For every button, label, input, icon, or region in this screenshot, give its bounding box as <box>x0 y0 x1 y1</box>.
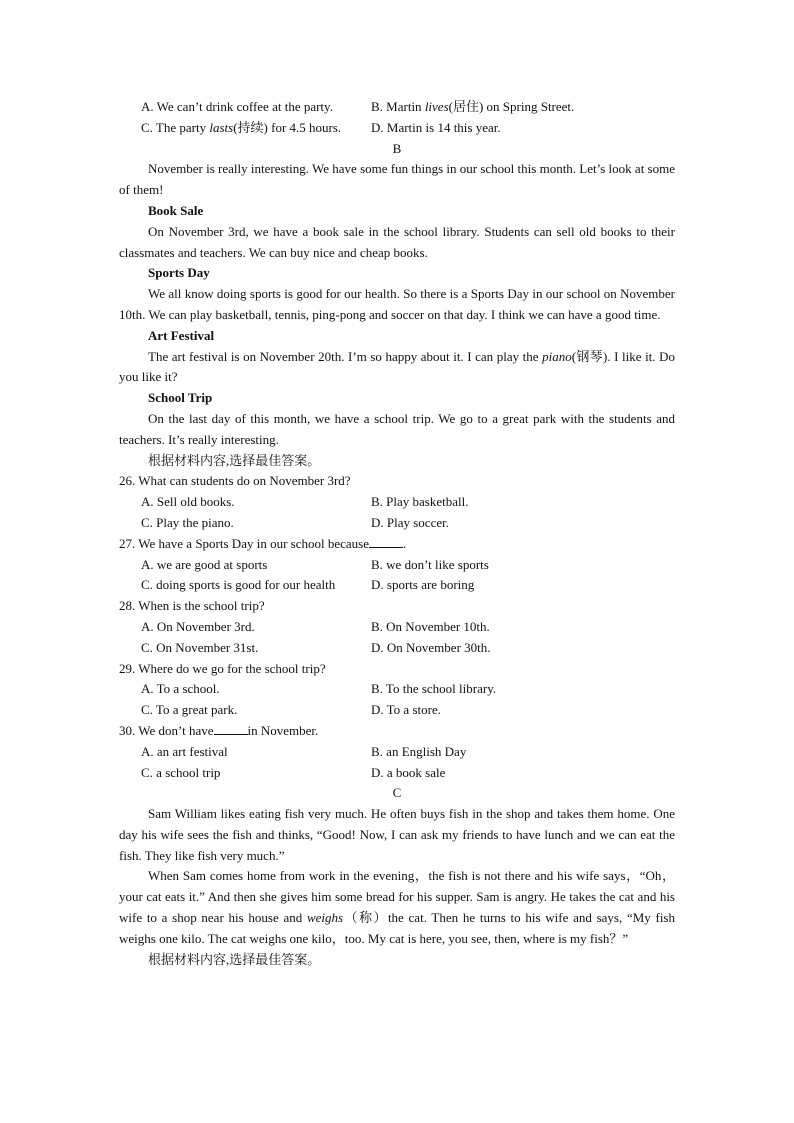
option-row <box>119 617 675 638</box>
option-c: C. doing sports is good for our health <box>141 577 336 593</box>
paragraph-c1: Sam William likes eating fish very much. He often buys fish in the shop and takes them home. One day his wife sees the fish and thinks, “Good! Now, I can ask my friends to have lunch and we can eat the fish. They like fish very much.” <box>119 806 675 863</box>
option-d: D. Play soccer. <box>371 514 449 530</box>
option-c: C. Play the piano. <box>141 514 234 530</box>
option-row <box>119 118 675 139</box>
paragraph-sports-day: We all know doing sports is good for our health. So there is a Sports Day in our school on November 10th. We can play basketball, tennis, ping-pong and soccer on that day. I think we can have a good time. <box>119 286 675 322</box>
option-row <box>119 638 675 659</box>
option-c: C. To a great park. <box>141 702 238 718</box>
heading-art-festival: Art Festival <box>148 327 215 343</box>
option-row <box>119 679 675 700</box>
heading-sports-day: Sports Day <box>148 265 210 281</box>
option-d: D. On November 30th. <box>371 639 491 655</box>
option-row <box>119 97 675 118</box>
instruction: 根据材料内容,选择最佳答案。 <box>148 951 321 967</box>
question-stem: 27. We have a Sports Day in our school because . <box>119 535 407 551</box>
option-a: A. we are good at sports <box>141 556 268 572</box>
exam-page <box>119 97 675 970</box>
paragraph-c2: When Sam comes home from work in the evening，the fish is not there and his wife says，“Oh，your cat eats it.” And then she gives him some bread for his supper. Sam is angry. He takes the cat and his wife to a shop near his house and weighs（称）the cat. Then he turns to his wife and says, “My fish weighs one kilo. The cat weighs one kilo，too. My cat is here, you see, then, where is my fish？” <box>119 868 675 946</box>
heading-book-sale: Book Sale <box>148 202 204 218</box>
answer-blank[interactable] <box>214 721 248 735</box>
instruction: 根据材料内容,选择最佳答案。 <box>148 452 321 468</box>
option-row <box>119 513 675 534</box>
option-d: D. a book sale <box>371 764 446 780</box>
question-stem: 28. When is the school trip? <box>119 598 265 614</box>
passage-intro: November is really interesting. We have some fun things in our school this month. Let’s look at some of them! <box>119 161 675 198</box>
option-row <box>119 700 675 721</box>
option-b: B. Play basketball. <box>371 494 469 510</box>
section-b-label: B <box>392 140 402 156</box>
option-a: A. To a school. <box>141 681 220 697</box>
heading-school-trip: School Trip <box>148 390 213 406</box>
option-row <box>119 742 675 763</box>
option-c: C. The party lasts(持续) for 4.5 hours. <box>141 119 342 135</box>
paragraph-art-festival: The art festival is on November 20th. I’m so happy about it. I can play the piano(钢琴). I like it. Do you like it? <box>119 348 675 385</box>
option-b: B. we don’t like sports <box>371 556 489 572</box>
option-a: A. We can’t drink coffee at the party. <box>141 99 333 114</box>
option-d: D. Martin is 14 this year. <box>371 119 501 135</box>
option-d: D. sports are boring <box>371 577 475 593</box>
option-a: A. an art festival <box>141 743 228 759</box>
option-a: A. Sell old books. <box>141 494 235 510</box>
option-b: B. On November 10th. <box>371 618 490 634</box>
option-b: B. Martin lives(居住) on Spring Street. <box>371 99 575 114</box>
answer-blank[interactable] <box>369 534 403 548</box>
option-row <box>119 575 675 596</box>
paragraph-book-sale: On November 3rd, we have a book sale in the school library. Students can sell old books to their classmates and teachers. We can buy nice and cheap books. <box>119 223 675 260</box>
option-c: C. a school trip <box>141 764 221 780</box>
question-stem: 29. Where do we go for the school trip? <box>119 660 326 676</box>
option-a: A. On November 3rd. <box>141 618 255 634</box>
option-c: C. On November 31st. <box>141 639 259 655</box>
paragraph-school-trip: On the last day of this month, we have a school trip. We go to a great park with the students and teachers. It’s really interesting. <box>119 410 675 447</box>
question-stem: 26. What can students do on November 3rd? <box>119 473 351 489</box>
option-row <box>119 555 675 576</box>
question-stem: 30. We don’t have in November. <box>119 722 319 738</box>
option-row <box>119 492 675 513</box>
option-row <box>119 763 675 784</box>
option-b: B. To the school library. <box>371 681 497 697</box>
option-d: D. To a store. <box>371 702 441 718</box>
section-c-label: C <box>392 785 402 801</box>
option-b: B. an English Day <box>371 743 467 759</box>
